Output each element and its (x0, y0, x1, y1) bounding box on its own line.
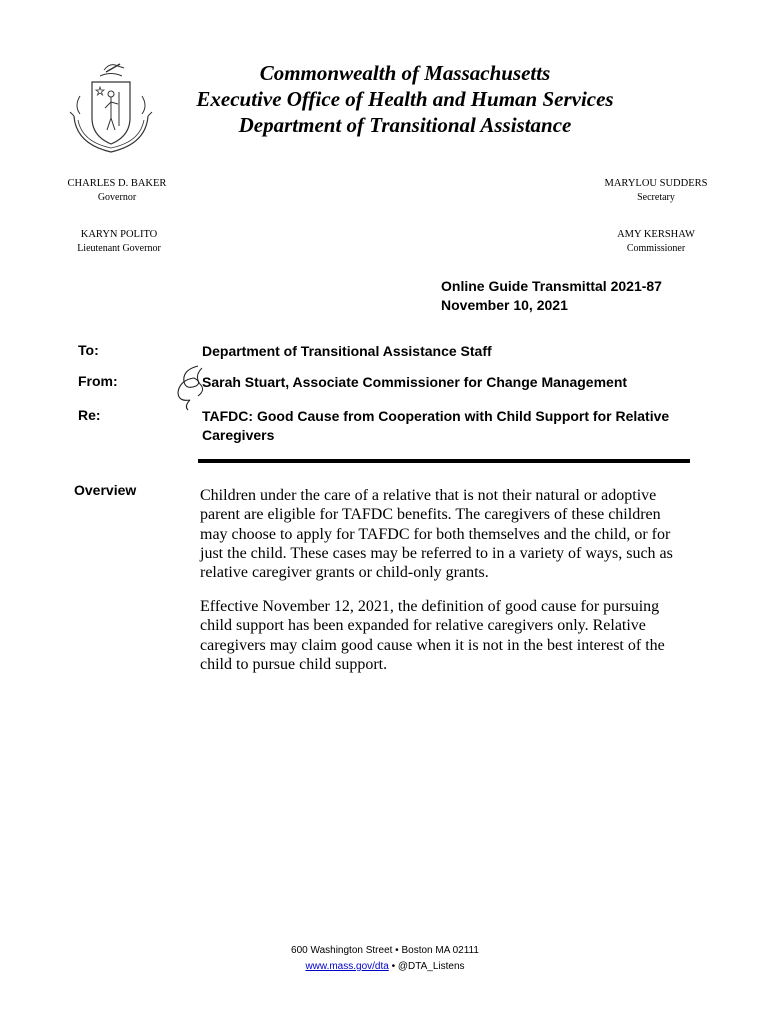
re-value: TAFDC: Good Cause from Cooperation with Child Support for Relative Caregivers (202, 408, 670, 443)
footer-separator: • (388, 961, 398, 972)
footer-website-link[interactable]: www.mass.gov/dta (305, 961, 389, 972)
official-title: Governor (97, 192, 137, 203)
letterhead-executive-office: Executive Office of Health and Human Services (196, 87, 614, 111)
official-name: AMY KERSHAW (617, 229, 695, 240)
letterhead-commonwealth: Commonwealth of Massachusetts (259, 61, 551, 85)
official-name: MARYLOU SUDDERS (604, 178, 708, 189)
transmittal-date: November 10, 2021 (441, 297, 568, 313)
official-governor (62, 177, 172, 205)
official-commissioner (588, 228, 724, 256)
overview-label: Overview (74, 482, 137, 498)
letterhead-department: Department of Transitional Assistance (238, 113, 572, 137)
transmittal-number: Online Guide Transmittal 2021-87 (441, 278, 662, 294)
footer-social-handle: @DTA_Listens (397, 961, 465, 972)
transmittal-heading (441, 277, 662, 315)
official-secretary (588, 177, 724, 205)
official-title: Lieutenant Governor (77, 243, 161, 254)
header-divider (198, 459, 690, 463)
overview-paragraph-1: Children under the care of a relative that is not their natural or adoptive parent are eligible for TAFDC benefits. The caregivers of these children may choose to apply for TAFDC for both themselves and the child, or for just the child. These cases may be referred to in a variety of ways, such as relative caregiver grants or child-only grants. (200, 487, 673, 582)
official-name: CHARLES D. BAKER (67, 178, 167, 189)
overview-paragraph-2: Effective November 12, 2021, the definition of good cause for pursuing child support has been expanded for relative caregivers only. Relative caregivers may claim good cause when it is not in the best interest of the child to pursue child support. (200, 598, 665, 673)
to-label: To: (78, 342, 99, 358)
footer-address: 600 Washington Street • Boston MA 02111 (291, 945, 479, 956)
official-name: KARYN POLITO (80, 229, 158, 240)
official-lt-governor (64, 228, 174, 256)
official-title: Commissioner (626, 243, 686, 254)
re-label: Re: (78, 407, 101, 423)
footer-contact (0, 959, 770, 975)
from-value: Sarah Stuart, Associate Commissioner for Change Management (202, 374, 628, 390)
from-label: From: (78, 373, 118, 389)
to-value: Department of Transitional Assistance Staff (202, 343, 492, 359)
official-title: Secretary (637, 192, 675, 203)
